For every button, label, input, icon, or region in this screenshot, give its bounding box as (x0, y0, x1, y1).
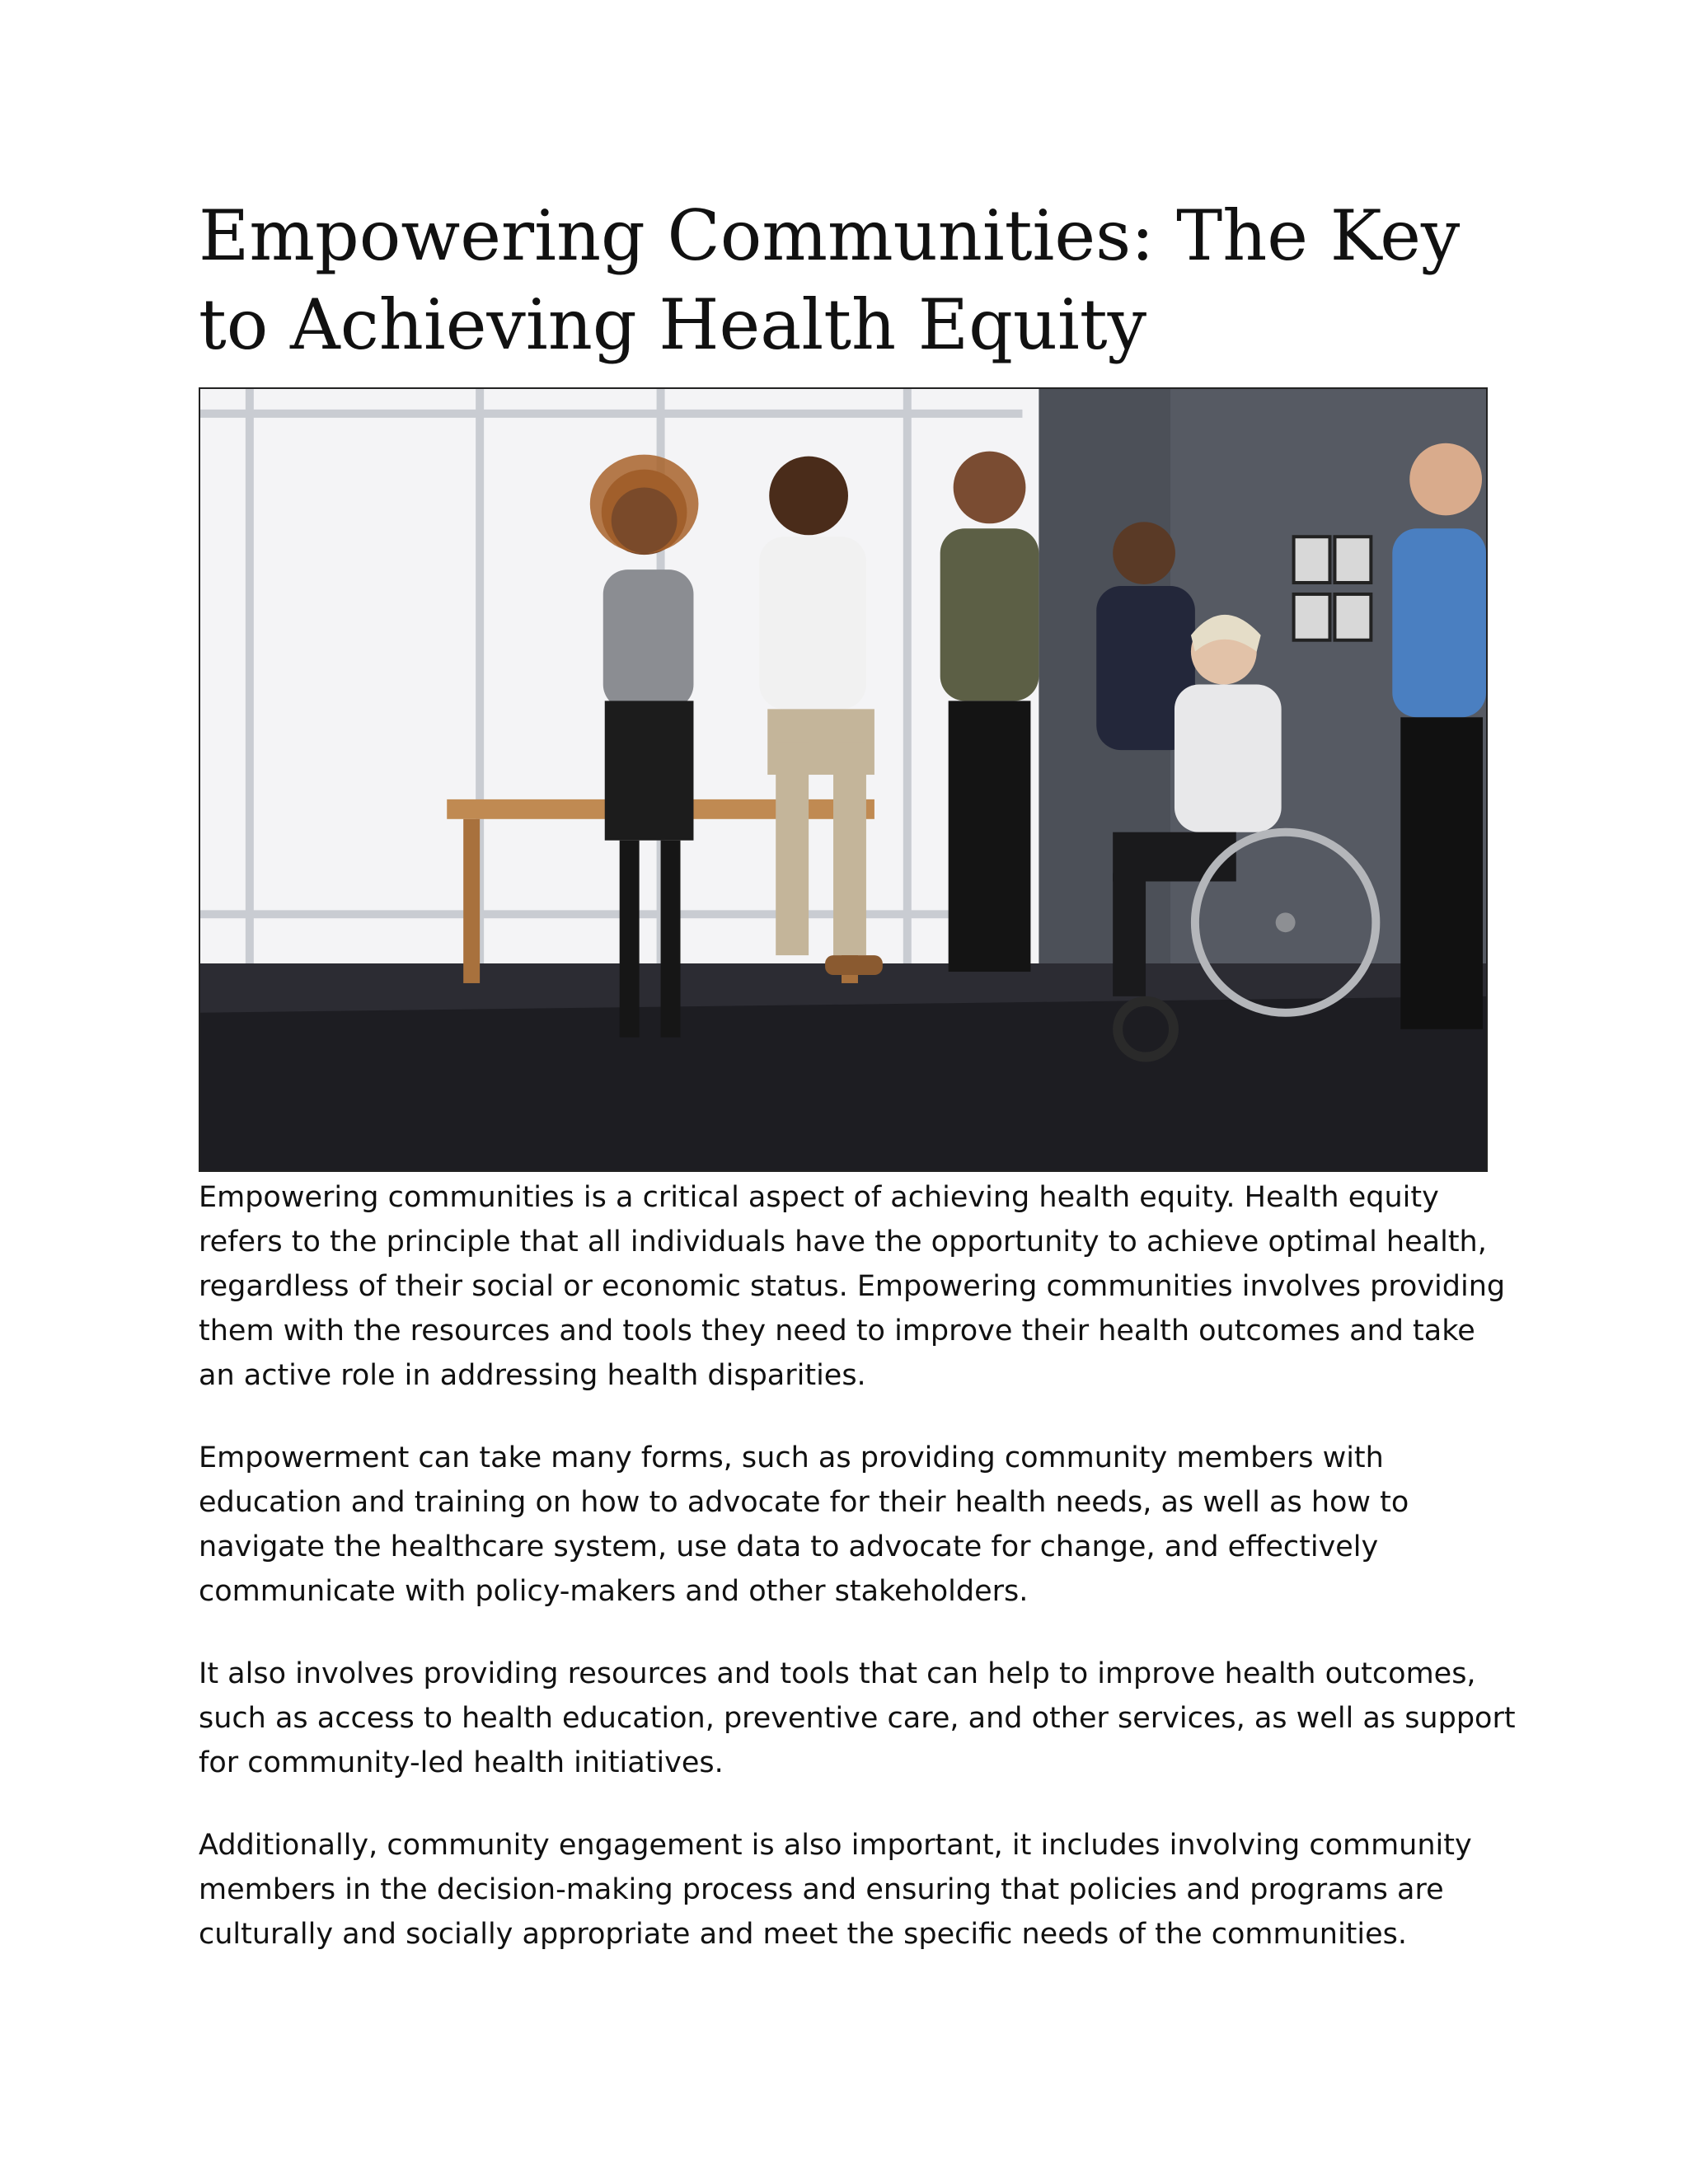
paragraph-2: Empowerment can take many forms, such as providing community members with education and training on how to advocate for their health needs, as well as how to navigate the healthcare system, use data to advocate for change, and effectively communicate with policy-makers and other stakeholders. (199, 1441, 1409, 1608)
page-title: Empowering Communities: The Key to Achieving Health Equity (199, 195, 1461, 365)
paragraph-4: Additionally, community engagement is also important, it includes involving community members in the decision-making process and ensuring that policies and programs are culturally and socially appropriate and meet the specific needs of the communities. (199, 1829, 1472, 1951)
team-photo (199, 387, 1488, 1172)
article-body (199, 1175, 1517, 1994)
paragraph-1: Empowering communities is a critical aspect of achieving health equity. Health equity refers to the principle that all individuals have the opportunity to achieve optimal health, regardless of their social or economic status. Empowering communities involves providing them with the resources and tools they need to improve their health outcomes and take an active role in addressing health disparities. (199, 1181, 1506, 1392)
team-photo-illustration (200, 389, 1486, 1170)
paragraph-3: It also involves providing resources and tools that can help to improve health outcomes, such as access to health education, preventive care, and other services, as well as support for community-led health initiatives. (199, 1657, 1516, 1779)
